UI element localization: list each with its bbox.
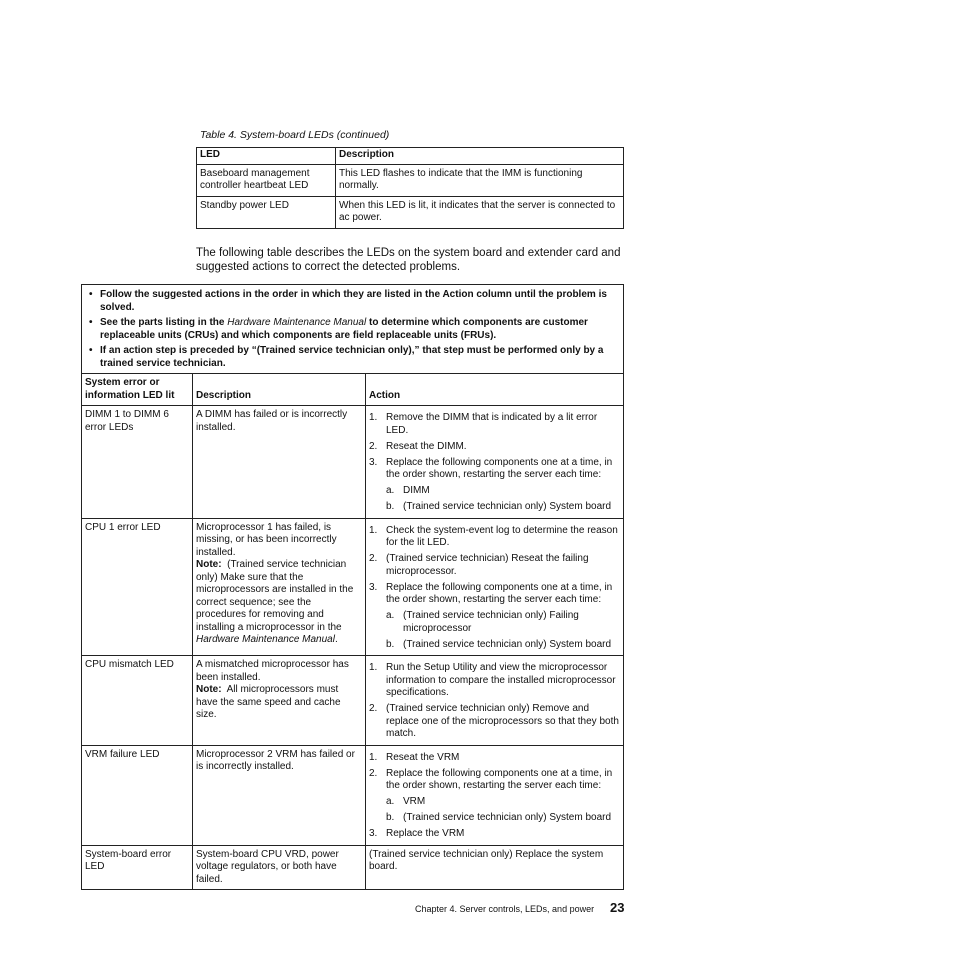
led-cell: CPU 1 error LED: [82, 518, 193, 656]
table-row: [82, 845, 624, 890]
note-item: • Follow the suggested actions in the order in which they are listed in the Action column until the problem is solved.: [89, 289, 607, 313]
action-steps: [369, 525, 620, 652]
description-cell: Microprocessor 2 VRM has failed or is incorrectly installed.: [193, 745, 366, 845]
led-cell: VRM failure LED: [82, 745, 193, 845]
action-step: 3. Replace the VRM: [369, 828, 465, 839]
table-row: [197, 164, 624, 196]
action-step: 2. Replace the following components one at a time, in the order shown, restarting the server each time: a. VRM b. (Trained service technician only) System board: [369, 768, 620, 825]
action-cell: (Trained service technician only) Replace the system board.: [366, 845, 624, 890]
page-number: 23: [610, 900, 625, 915]
led-actions-table: [81, 284, 624, 890]
action-substep: b. (Trained service technician only) System board: [386, 501, 612, 512]
description-cell: When this LED is lit, it indicates that the server is connected to ac power.: [336, 196, 624, 228]
description-cell: This LED flashes to indicate that the IMM is functioning normally.: [336, 164, 624, 196]
column-header-description: Description: [193, 374, 366, 406]
action-cell: [366, 518, 624, 656]
action-step: 2. Reseat the DIMM.: [369, 440, 467, 452]
notes-cell: [82, 285, 624, 374]
action-cell: [366, 745, 624, 845]
notes-row: [82, 285, 624, 374]
column-header-description: Description: [336, 148, 624, 165]
action-substep: b. (Trained service technician only) System board: [386, 638, 612, 650]
action-step: 1. Check the system-event log to determine the reason for the lit LED.: [369, 524, 618, 548]
action-substep: a. DIMM: [386, 485, 430, 496]
description-cell: A mismatched microprocessor has been installed. Note: All microprocessors must have the same speed and cache size.: [193, 656, 366, 746]
description-cell: System-board CPU VRD, power voltage regulators, or both have failed.: [193, 845, 366, 890]
table-caption: Table 4. System-board LEDs (continued): [200, 129, 390, 141]
table-header-row: [82, 374, 624, 406]
action-substeps: [386, 796, 620, 825]
note-item: • If an action step is preceded by “(Trained service technician only),” that step must be performed only by a trained service technician.: [89, 345, 604, 369]
action-steps: [369, 662, 620, 741]
action-substep: b. (Trained service technician only) System board: [386, 812, 612, 823]
column-header-led: LED: [197, 148, 336, 165]
table-row: [82, 745, 624, 845]
action-cell: [366, 406, 624, 519]
running-footer: Chapter 4. Server controls, LEDs, and power: [415, 904, 595, 914]
action-step: 1. Run the Setup Utility and view the microprocessor information to compare the installed microprocessor specifications.: [369, 662, 616, 698]
table-row: [82, 518, 624, 656]
table-row: [197, 196, 624, 228]
action-substeps: [386, 485, 620, 514]
action-step: 1. Remove the DIMM that is indicated by a lit error LED.: [369, 412, 598, 436]
table-header-row: [197, 148, 624, 165]
bullet-icon: •: [89, 317, 93, 328]
action-step: 1. Reseat the VRM: [369, 751, 460, 763]
action-substep: a. (Trained service technician only) Failing microprocessor: [386, 610, 579, 634]
action-cell: [366, 656, 624, 746]
action-steps: [369, 752, 620, 841]
action-substep: a. VRM: [386, 796, 426, 807]
system-board-leds-table: [196, 147, 624, 229]
led-cell: System-board error LED: [82, 845, 193, 890]
led-cell: Standby power LED: [197, 196, 336, 228]
notes-list: [86, 289, 619, 370]
table-row: [82, 406, 624, 519]
action-step: 2. (Trained service technician only) Remove and replace one of the microprocessors so that they both match.: [369, 703, 619, 739]
intro-paragraph: The following table describes the LEDs on the system board and extender card and suggested actions to correct the detected problems.: [196, 247, 621, 273]
note-label: Note:: [196, 559, 222, 570]
note-label: Note:: [196, 684, 222, 695]
action-step: 3. Replace the following components one at a time, in the order shown, restarting the server each time: a. (Trained service technician only) Failing microprocessor b. (Trained service technician only) System board: [369, 582, 620, 652]
note-item: • See the parts listing in the Hardware Maintenance Manual to determine which components are customer replaceable units (CRUs) and which components are field replaceable units (FRUs).: [89, 317, 588, 341]
description-cell: A DIMM has failed or is incorrectly installed.: [193, 406, 366, 519]
action-steps: [369, 412, 620, 514]
column-header-led: System error or information LED lit: [82, 374, 193, 406]
action-step: 3. Replace the following components one at a time, in the order shown, restarting the server each time: a. DIMM b. (Trained service technician only) System board: [369, 457, 620, 514]
action-step: 2. (Trained service technician) Reseat the failing microprocessor.: [369, 553, 589, 577]
led-cell: Baseboard management controller heartbeat LED: [197, 164, 336, 196]
bullet-icon: •: [89, 289, 93, 300]
led-cell: DIMM 1 to DIMM 6 error LEDs: [82, 406, 193, 519]
column-header-action: Action: [366, 374, 624, 406]
action-substeps: [386, 610, 620, 651]
manual-title: Hardware Maintenance Manual: [227, 317, 367, 328]
led-cell: CPU mismatch LED: [82, 656, 193, 746]
manual-title: Hardware Maintenance Manual: [196, 634, 335, 645]
table-row: [82, 656, 624, 746]
description-cell: Microprocessor 1 has failed, is missing, or has been incorrectly installed. Note: (Trained service technician only) Make sure that the microprocessors are installed in the correct sequence; see the procedures for removing and installing a microprocessor in the Hardware Maintenance Manual.: [193, 518, 366, 656]
bullet-icon: •: [89, 345, 93, 356]
